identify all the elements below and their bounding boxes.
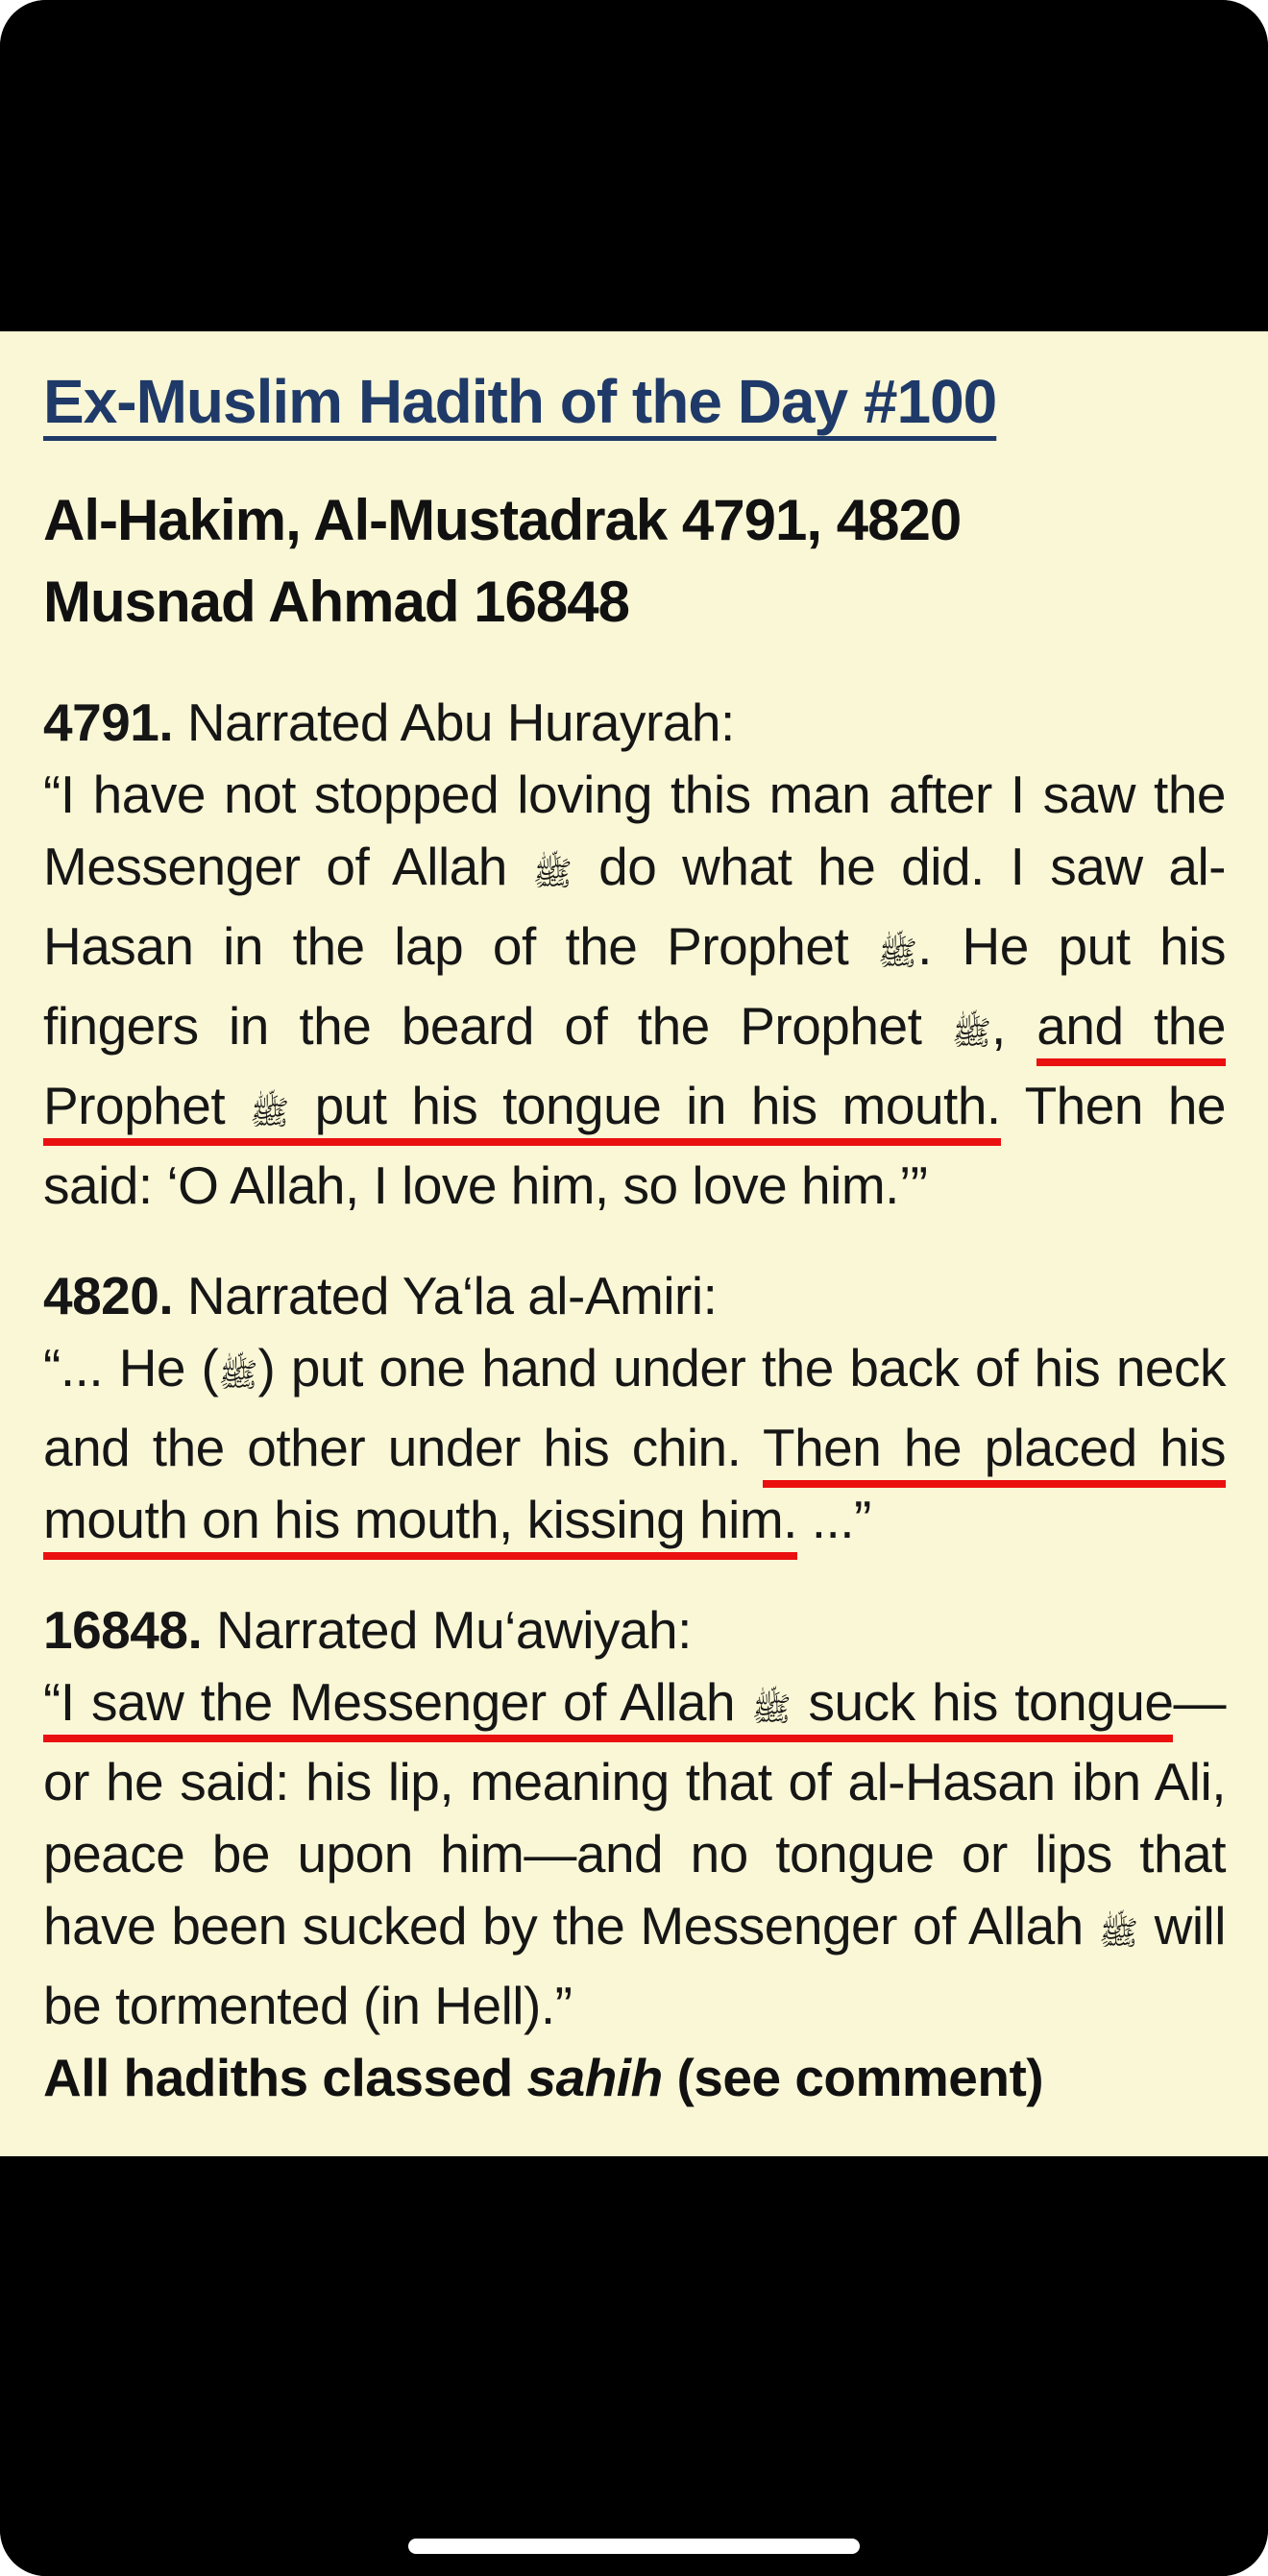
sallallahu-alayhi-wasallam-glyph: ﷺ xyxy=(532,855,573,892)
hadith-head xyxy=(43,1260,1226,1332)
footer-italic-text: sahih xyxy=(526,2047,663,2107)
text-segment: “I have not stopped loving this man after I saw the Messenger of Allah ﷺ do what he did. I saw al-Hasan in the lap of the Prophet ﷺ. He put his fingers in the beard of the Prophet ﷺ, xyxy=(43,764,1226,1056)
sallallahu-alayhi-wasallam-glyph: ﷺ xyxy=(250,1094,290,1131)
sallallahu-alayhi-wasallam-glyph: ﷺ xyxy=(1098,1914,1139,1952)
text-segment: —or he said: his lip, meaning that of al-Hasan ibn Ali, peace be upon him—and no tongue or lips that have been sucked by the Messenger of Allah ﷺ will be tormented (in Hell).” xyxy=(43,1671,1226,2035)
hadith-head xyxy=(43,687,1226,759)
home-indicator[interactable] xyxy=(408,2539,860,2554)
hadith-card xyxy=(0,331,1268,2156)
card-title: Ex-Muslim Hadith of the Day #100 xyxy=(43,367,997,436)
hadith-item xyxy=(43,1594,1226,2042)
sallallahu-alayhi-wasallam-glyph: ﷺ xyxy=(951,1014,992,1052)
text-segment: “... He (ﷺ) put one hand under the back of his neck and the other under his chin. xyxy=(43,1337,1226,1477)
hadith-item xyxy=(43,1260,1226,1556)
hadith-number: 16848. xyxy=(43,1599,203,1660)
hadith-body xyxy=(43,1332,1226,1556)
hadith-number: 4791. xyxy=(43,692,174,752)
red-underlined-text: “I saw the Messenger of Allah ﷺ suck his tongue xyxy=(43,1672,1173,1742)
hadith-item xyxy=(43,687,1226,1222)
hadith-narrator: Narrated Mu‘awiyah: xyxy=(202,1599,692,1660)
sources-heading xyxy=(43,479,1226,643)
red-underlined-text: and the Prophet ﷺ put his tongue in his mouth. xyxy=(43,996,1226,1146)
hadith-number: 4820. xyxy=(43,1265,174,1325)
top-letterbox xyxy=(0,0,1268,331)
sallallahu-alayhi-wasallam-glyph: ﷺ xyxy=(877,935,918,972)
sallallahu-alayhi-wasallam-glyph: ﷺ xyxy=(218,1356,258,1394)
text-segment: Then he said: ‘O Allah, I love him, so love him.’” xyxy=(43,1075,1227,1215)
sallallahu-alayhi-wasallam-glyph: ﷺ xyxy=(751,1690,792,1728)
hadith-narrator: Narrated Abu Hurayrah: xyxy=(173,692,735,752)
source-line-1: Al-Hakim, Al-Mustadrak 4791, 4820 xyxy=(43,487,962,552)
bottom-letterbox xyxy=(0,2156,1268,2576)
footer-text: All hadiths classed xyxy=(43,2047,527,2107)
source-line-2: Musnad Ahmad 16848 xyxy=(43,569,629,634)
hadith-head xyxy=(43,1594,1226,1666)
hadith-body xyxy=(43,759,1226,1222)
classification-note xyxy=(43,2042,1226,2114)
text-segment: ...” xyxy=(796,1489,871,1549)
red-underlined-text: Then he placed his mouth on his mouth, kissing him. xyxy=(43,1418,1226,1560)
footer-text: (see comment) xyxy=(662,2047,1044,2107)
hadith-body xyxy=(43,1666,1226,2042)
hadith-list xyxy=(43,687,1226,2042)
hadith-narrator: Narrated Ya‘la al-Amiri: xyxy=(173,1265,718,1325)
